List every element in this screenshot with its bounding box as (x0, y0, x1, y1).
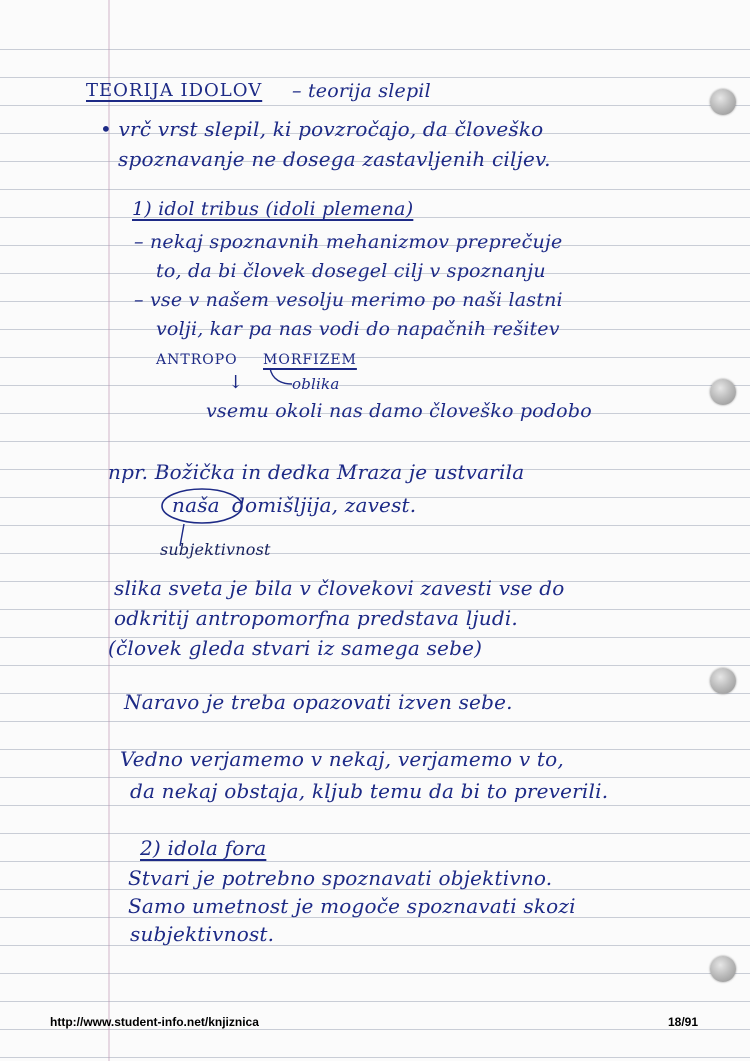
note-line: vsemu okoli nas damo človeško podobo (206, 400, 592, 422)
paragraph-line: Naravo je treba opazovati izven sebe. (124, 690, 513, 714)
paragraph-line: Samo umetnost je mogoče spoznavati skozi (128, 894, 576, 918)
circle-mark (162, 489, 242, 523)
paragraph-line: da nekaj obstaja, kljub temu da bi to preverili. (130, 779, 609, 803)
example-line: npr. Božička in dedka Mraza je ustvarila (108, 460, 525, 484)
footer-url[interactable]: http://www.student-info.net/knjiznica (50, 1015, 259, 1029)
notes-title: TEORIJA IDOLOV (86, 80, 263, 101)
connector-line (180, 524, 184, 546)
example-line: domišljija, zavest. (232, 493, 417, 517)
curve-arrow (270, 368, 292, 384)
page-number: 18/91 (668, 1015, 699, 1029)
note-line: volji, kar pa nas vodi do napačnih rešitev (156, 318, 560, 340)
note-line: to, da bi človek dosegel cilj v spoznanju (156, 260, 546, 282)
paragraph-line: Stvari je potrebno spoznavati objektivno. (128, 866, 553, 890)
paragraph-line: odkritij antropomorfna predstava ljudi. (114, 606, 518, 630)
note-line: – vse v našem vesolju merimo po naši lastni (134, 289, 563, 311)
paragraph-line: subjektivnost. (130, 922, 275, 946)
arrow-down-icon: ↓ (228, 372, 244, 393)
bullet-line: spoznavanje ne dosega zastavljenih ciljev. (118, 147, 551, 171)
bullet-line: • vrč vrst slepil, ki povzročajo, da človeško (100, 117, 544, 141)
term-antropo: ANTROPO (156, 352, 238, 368)
example-circled-word: naša (172, 493, 220, 517)
section-heading: 2) idola fora (140, 836, 267, 860)
paragraph-line: Vedno verjamemo v nekaj, verjamemo v to, (120, 747, 564, 771)
section-heading: 1) idol tribus (idoli plemena) (132, 198, 414, 220)
term-morfizem: MORFIZEM (263, 352, 357, 368)
subjektivnost-label: subjektivnost (160, 540, 271, 559)
note-line: – nekaj spoznavnih mehanizmov preprečuje (134, 231, 563, 253)
term-note: oblika (292, 375, 340, 393)
paragraph-line: (človek gleda stvari iz samega sebe) (108, 636, 483, 660)
notes-title-suffix: – teorija slepil (292, 80, 431, 102)
paragraph-line: slika sveta je bila v človekovi zavesti vse do (114, 576, 565, 600)
